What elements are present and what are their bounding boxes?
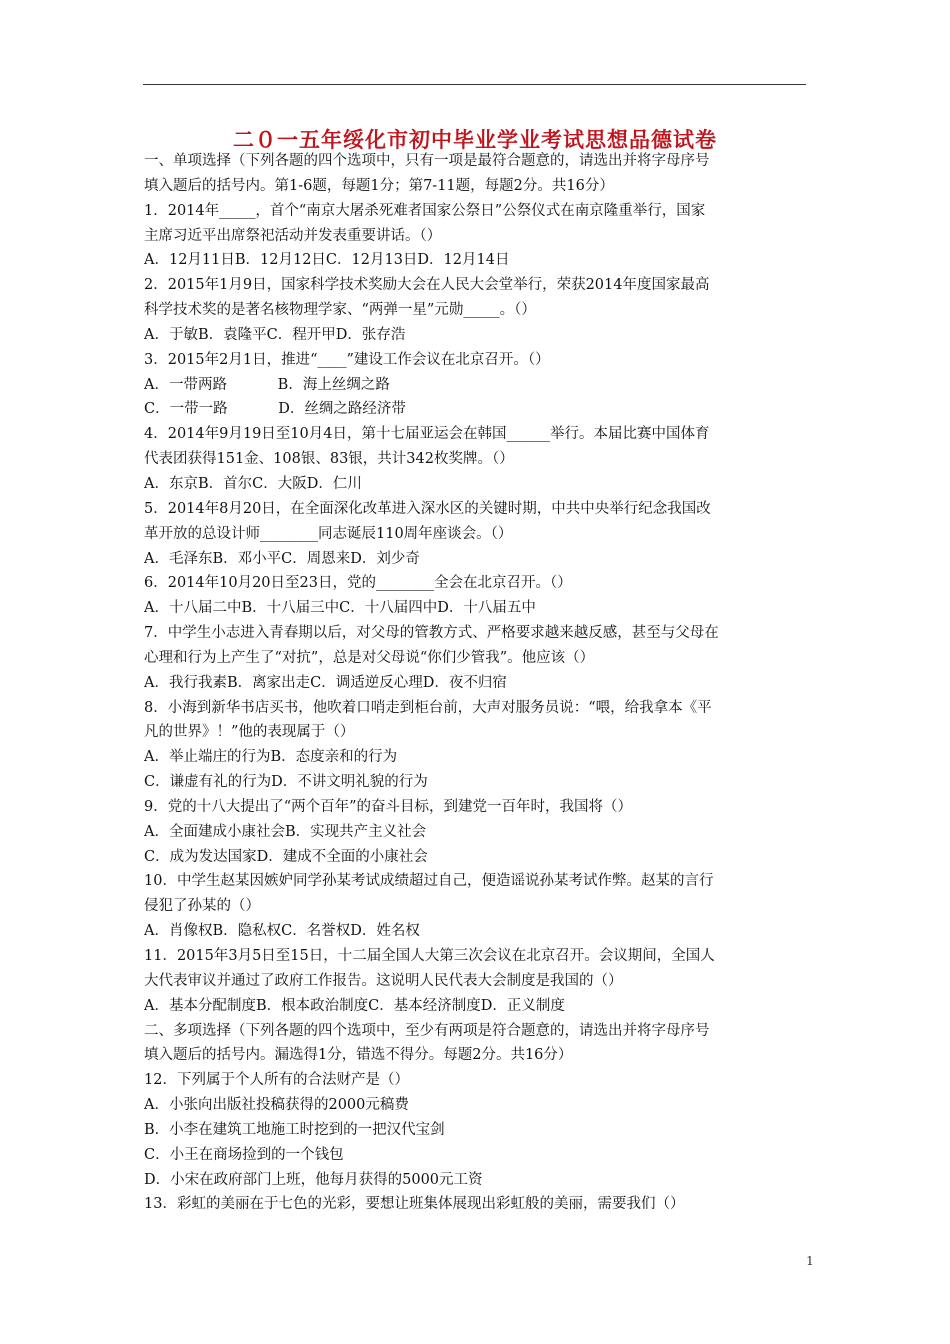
document-title: 二０一五年绥化市初中毕业学业考试思想品德试卷 xyxy=(233,127,717,152)
text-line: 填入题后的括号内。漏选得1分，错选不得分。每题2分。共16分） xyxy=(144,1047,573,1064)
text-line: B．小李在建筑工地施工时挖到的一把汉代宝剑 xyxy=(144,1121,445,1138)
text-line: 12．下列属于个人所有的合法财产是（） xyxy=(144,1072,409,1089)
text-line: C．小王在商场捡到的一个钱包 xyxy=(144,1146,344,1163)
text-line: 9．党的十八大提出了“两个百年”的奋斗目标，到建党一百年时，我国将（） xyxy=(144,798,633,815)
text-line: A．肖像权B．隐私权C．名誉权D．姓名权 xyxy=(144,923,420,940)
text-line: A．十八届二中B．十八届三中C．十八届四中D．十八届五中 xyxy=(144,600,536,617)
text-line: 6．2014年10月20日至23日，党的________全会在北京召开。（） xyxy=(144,575,572,592)
text-line: A．我行我素B．离家出走C．调适逆反心理D．夜不归宿 xyxy=(144,674,507,691)
page-number: 1 xyxy=(806,1254,814,1268)
exam-body xyxy=(144,149,814,1217)
text-line: 革开放的总设计师________同志诞辰110周年座谈会。（） xyxy=(144,525,513,542)
text-line: 2．2015年1月9日，国家科学技术奖励大会在人民大会堂举行，荣获2014年度国家最高 xyxy=(144,277,710,294)
text-line: A．于敏B．袁隆平C．程开甲D．张存浩 xyxy=(144,326,406,343)
text-line: 13．彩虹的美丽在于七色的光彩，要想让班集体展现出彩虹般的美丽，需要我们（） xyxy=(144,1196,685,1213)
text-line: 二、多项选择（下列各题的四个选项中，至少有两项是符合题意的，请选出并将字母序号 xyxy=(144,1022,710,1039)
text-line: 大代表审议并通过了政府工作报告。这说明人民代表大会制度是我国的（） xyxy=(144,972,623,989)
text-line: C．成为发达国家D．建成不全面的小康社会 xyxy=(144,848,428,865)
text-line: A．基本分配制度B．根本政治制度C．基本经济制度D．正义制度 xyxy=(144,997,565,1014)
text-line: 主席习近平出席祭祀活动并发表重要讲话。（） xyxy=(144,227,442,244)
text-line: 8．小海到新华书店买书，他吹着口哨走到柜台前，大声对服务员说：“喂，给我拿本《平 xyxy=(144,699,712,716)
text-line: 4．2014年9月19日至10月4日，第十七届亚运会在韩国______举行。本届比赛中国体育 xyxy=(144,426,710,443)
text-line: A．12月11日B．12月12日C．12月13日D．12月14日 xyxy=(144,252,510,269)
text-line: 代表团获得151金、108银、83银，共计342枚奖牌。（） xyxy=(144,451,514,468)
text-line: 侵犯了孙某的（） xyxy=(144,898,260,915)
text-line: A．小张向出版社投稿获得的2000元稿费 xyxy=(144,1097,409,1114)
text-line: 3．2015年2月1日，推进“____”建设工作会议在北京召开。（） xyxy=(144,351,550,368)
text-line: A．举止端庄的行为B．态度亲和的行为 xyxy=(144,749,398,766)
text-line: A．全面建成小康社会B．实现共产主义社会 xyxy=(144,823,427,840)
text-line: 10．中学生赵某因嫉妒同学孙某考试成绩超过自己，便造谣说孙某考试作弊。赵某的言行 xyxy=(144,873,714,890)
text-line: A．一带两路 B．海上丝绸之路 xyxy=(144,376,390,393)
text-line: 11．2015年3月5日至15日，十二届全国人大第三次会议在北京召开。会议期间，全国人 xyxy=(144,948,715,964)
text-line: A．毛泽东B．邓小平C．周恩来D．刘少奇 xyxy=(144,550,420,567)
text-line: A．东京B．首尔C．大阪D．仁川 xyxy=(144,475,362,492)
text-line: 1．2014年_____，首个“南京大屠杀死难者国家公祭日”公祭仪式在南京隆重举行，国家 xyxy=(144,202,706,219)
text-line: 心理和行为上产生了“对抗”，总是对父母说“你们少管我”。他应该（） xyxy=(144,649,595,666)
header-rule xyxy=(143,84,806,85)
text-line: 5．2014年8月20日，在全面深化改革进入深水区的关键时期，中共中央举行纪念我国改 xyxy=(144,500,711,517)
text-line: 填入题后的括号内。第1-6题，每题1分；第7-11题，每题2分。共16分） xyxy=(144,177,614,194)
text-line: C．谦虚有礼的行为D．不讲文明礼貌的行为 xyxy=(144,774,428,791)
text-line: 凡的世界》！”他的表现属于（） xyxy=(144,724,355,741)
text-line: 7．中学生小志进入青春期以后，对父母的管教方式、严格要求越来越反感，甚至与父母在 xyxy=(144,625,719,642)
text-line: C．一带一路 D．丝绸之路经济带 xyxy=(144,401,406,418)
text-line: 一、单项选择（下列各题的四个选项中，只有一项是最符合题意的，请选出并将字母序号 xyxy=(144,153,710,169)
text-line: 科学技术奖的是著名核物理学家、“两弹一星”元勋_____。（） xyxy=(144,302,536,319)
text-line: D．小宋在政府部门上班，他每月获得的5000元工资 xyxy=(144,1171,483,1188)
